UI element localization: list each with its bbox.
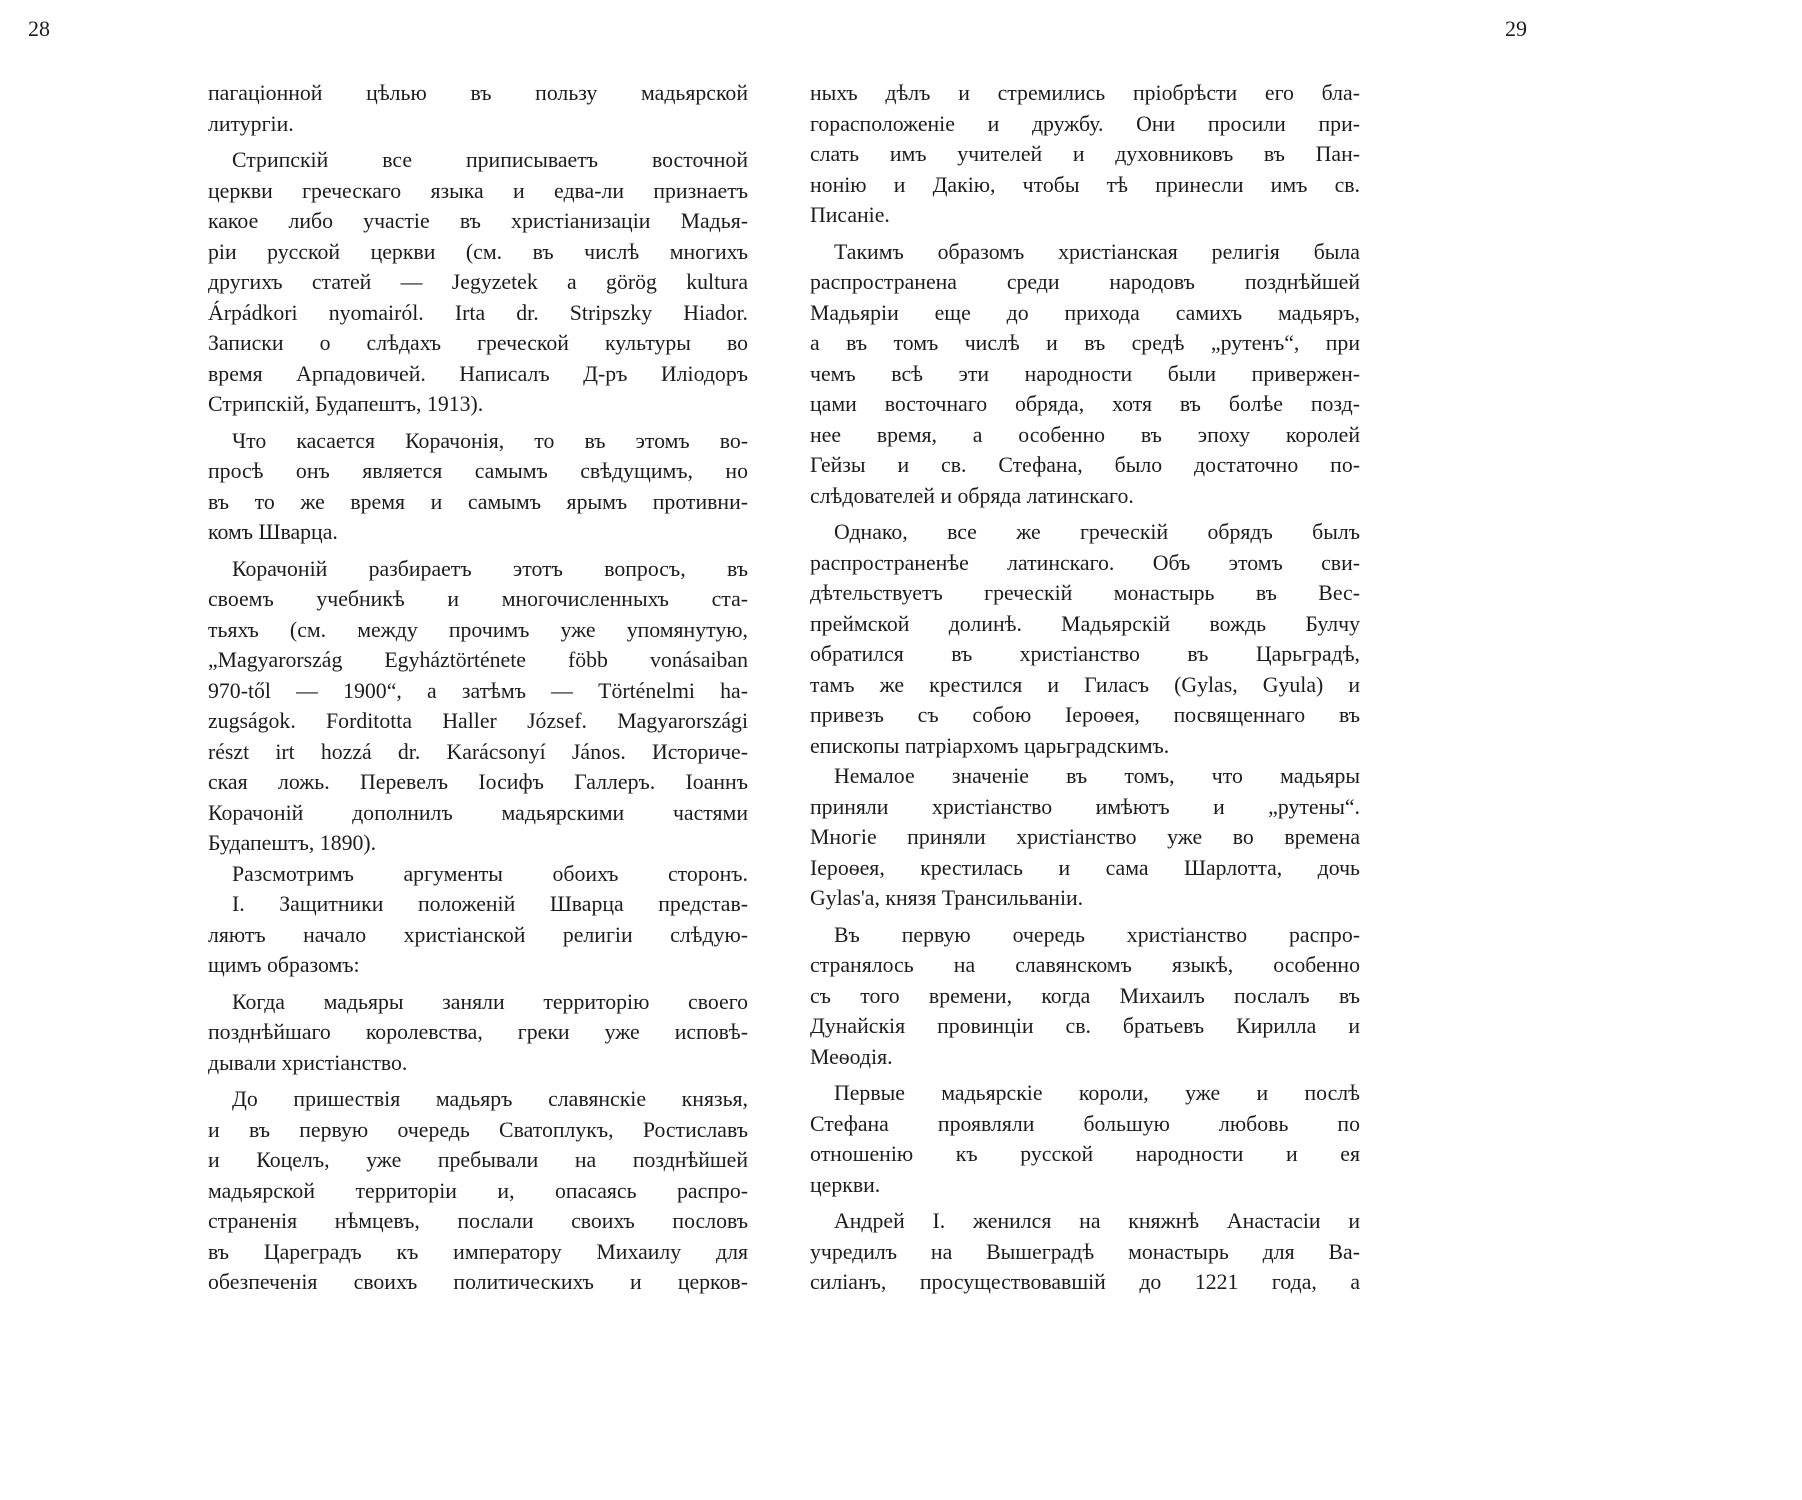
text-line: zugságok. Forditotta Haller József. Magyarországi — [208, 709, 748, 733]
text-line: позднѣйшаго королевства, греки уже исповѣ- — [208, 1020, 748, 1044]
text-line: részt irt hozzá dr. Karácsonyí János. Историче- — [208, 739, 748, 764]
text-line: Меѳодія. — [810, 1044, 893, 1069]
text-line: въ Цареградъ къ императору Михаилу для — [208, 1239, 748, 1264]
text-line: Андрей I. женился на княжнѣ Анастасіи и — [834, 1209, 1360, 1233]
text-line: привезъ съ собою Іероѳея, посвященнаго въ — [810, 703, 1360, 727]
text-line: ская ложь. Перевелъ Іосифъ Галлеръ. Іоаннъ — [208, 770, 748, 794]
text-line: обезпеченія своихъ политическихъ и церков- — [208, 1270, 748, 1294]
text-line: нее время, а особенно въ эпоху королей — [810, 422, 1360, 447]
text-line: и въ первую очередь Сватоплукъ, Ростиславъ — [208, 1117, 748, 1142]
text-line: Корачоній разбираетъ этотъ вопросъ, въ — [232, 556, 748, 581]
text-line: ляютъ начало христіанской религіи слѣдую- — [208, 922, 748, 947]
text-line: Стрипскій, Будапештъ, 1913). — [208, 392, 484, 416]
left-page-column — [208, 78, 748, 1298]
text-line: и Коцелъ, уже пребывали на позднѣйшей — [208, 1148, 748, 1172]
text-line: тьяхъ (см. между прочимъ уже упомянутую, — [208, 617, 748, 642]
text-line: нонію и Дакію, чтобы тѣ принесли имъ св. — [810, 172, 1360, 197]
text-line: въ то же время и самымъ ярымъ противни- — [208, 489, 748, 514]
text-line: Будапештъ, 1890). — [208, 831, 377, 855]
text-line: Немалое значеніе въ томъ, что мадьяры — [834, 764, 1360, 788]
text-line: церкви. — [810, 1172, 881, 1197]
text-line: странялось на славянскомъ языкѣ, особенно — [810, 953, 1360, 977]
page-number-right: 29 — [1505, 16, 1527, 41]
text-line: время Арпадовичей. Написалъ Д-ръ Иліодоръ — [208, 361, 748, 386]
text-line: До пришествія мадьяръ славянскіе князья, — [232, 1087, 748, 1111]
text-line: щимъ образомъ: — [208, 953, 360, 977]
text-line: Іероѳея, крестилась и сама Шарлотта, дочь — [810, 855, 1360, 880]
text-line: литургіи. — [208, 111, 294, 136]
text-line: Стрипскій все приписываетъ восточной — [232, 148, 748, 172]
text-line: Однако, все же греческій обрядъ былъ — [834, 520, 1360, 544]
text-line: чемъ всѣ эти народности были привержен- — [810, 361, 1360, 386]
text-line: пагаціонной цѣлью въ пользу мадьярской — [208, 81, 748, 105]
text-line: Въ первую очередь христіанство распро- — [834, 922, 1360, 947]
text-line: Árpádkori nyomairól. Irta dr. Stripszky Hiador. — [208, 300, 748, 325]
text-line: Корачоній дополнилъ мадьярскими частями — [208, 800, 748, 825]
text-line: ріи русской церкви (см. въ числѣ многихъ — [208, 239, 748, 264]
text-line: церкви греческаго языка и едва-ли признаетъ — [208, 178, 748, 203]
text-line: Стефана проявляли большую любовь по — [810, 1111, 1360, 1136]
text-line: силіанъ, просуществовавшій до 1221 года, а — [810, 1270, 1360, 1294]
text-line: своемъ учебникѣ и многочисленныхъ ста- — [208, 587, 748, 611]
text-line: Gylas'а, князя Трансильваніи. — [810, 886, 1084, 910]
text-line: дывали христіанство. — [208, 1050, 408, 1075]
text-line: дѣтельствуетъ греческій монастырь въ Вес- — [810, 581, 1360, 605]
text-line: приняли христіанство имѣютъ и „рутены“. — [810, 794, 1360, 819]
text-line: слѣдователей и обряда латинскаго. — [810, 483, 1134, 508]
text-line: Гейзы и св. Стефана, было достаточно по- — [810, 453, 1360, 477]
text-line: Такимъ образомъ христіанская религія была — [834, 239, 1360, 264]
text-line: распространена среди народовъ позднѣйшей — [810, 270, 1360, 294]
text-line: Разсмотримъ аргументы обоихъ сторонъ. — [232, 861, 748, 886]
text-line: обратился въ христіанство въ Царьградѣ, — [810, 642, 1360, 666]
text-line: Первые мадьярскіе короли, уже и послѣ — [834, 1081, 1360, 1105]
text-line: мадьярской территоріи и, опасаясь распро- — [208, 1178, 748, 1203]
text-line: учредилъ на Вышеградѣ монастырь для Ва- — [810, 1239, 1360, 1264]
page-number-left: 28 — [28, 16, 50, 41]
text-line: а въ томъ числѣ и въ средѣ „рутенъ“, при — [810, 331, 1360, 355]
right-page-column — [810, 78, 1360, 1298]
text-line: просѣ онъ является самымъ свѣдущимъ, но — [208, 459, 748, 483]
text-line: съ того времени, когда Михаилъ послалъ въ — [810, 983, 1360, 1008]
text-line: другихъ статей — Jegyzetek a görög kultura — [208, 270, 748, 294]
text-line: преймской долинѣ. Мадьярскій вождь Булчу — [810, 611, 1360, 636]
text-line: „Magyarország Egyháztörténete föbb vonásaiban — [208, 648, 748, 672]
text-line: горасположеніе и дружбу. Они просили при- — [810, 111, 1360, 136]
text-line: епископы патріархомъ царьградскимъ. — [810, 733, 1170, 758]
text-line: Когда мадьяры заняли территорію своего — [232, 989, 748, 1014]
text-line: распространенѣе латинскаго. Объ этомъ сви- — [810, 550, 1360, 575]
text-line: I. Защитники положеній Шварца представ- — [232, 892, 748, 916]
text-line: Многіе приняли христіанство уже во времена — [810, 825, 1360, 849]
text-line: слать имъ учителей и духовниковъ въ Пан- — [810, 142, 1360, 166]
text-line: какое либо участіе въ христіанизаціи Мадья- — [208, 209, 748, 233]
text-line: ныхъ дѣлъ и стремились пріобрѣсти его бла- — [810, 81, 1360, 105]
text-line: отношенію къ русской народности и ея — [810, 1142, 1360, 1166]
text-line: Дунайскія провинціи св. братьевъ Кирилла и — [810, 1014, 1360, 1038]
text-line: Писаніе. — [810, 203, 890, 227]
text-line: Записки о слѣдахъ греческой культуры во — [208, 331, 748, 355]
text-line: тамъ же крестился и Гиласъ (Gylas, Gyula) и — [810, 672, 1360, 697]
text-line: Мадьяріи еще до прихода самихъ мадьяръ, — [810, 300, 1360, 325]
text-line: 970-től — 1900“, а затѣмъ — Történelmi ha- — [208, 678, 748, 703]
text-line: цами восточнаго обряда, хотя въ болѣе позд- — [810, 392, 1360, 416]
text-line: страненія нѣмцевъ, послали своихъ пословъ — [208, 1209, 748, 1233]
text-line: Что касается Корачонія, то въ этомъ во- — [232, 428, 748, 453]
text-line: комъ Шварца. — [208, 520, 338, 544]
